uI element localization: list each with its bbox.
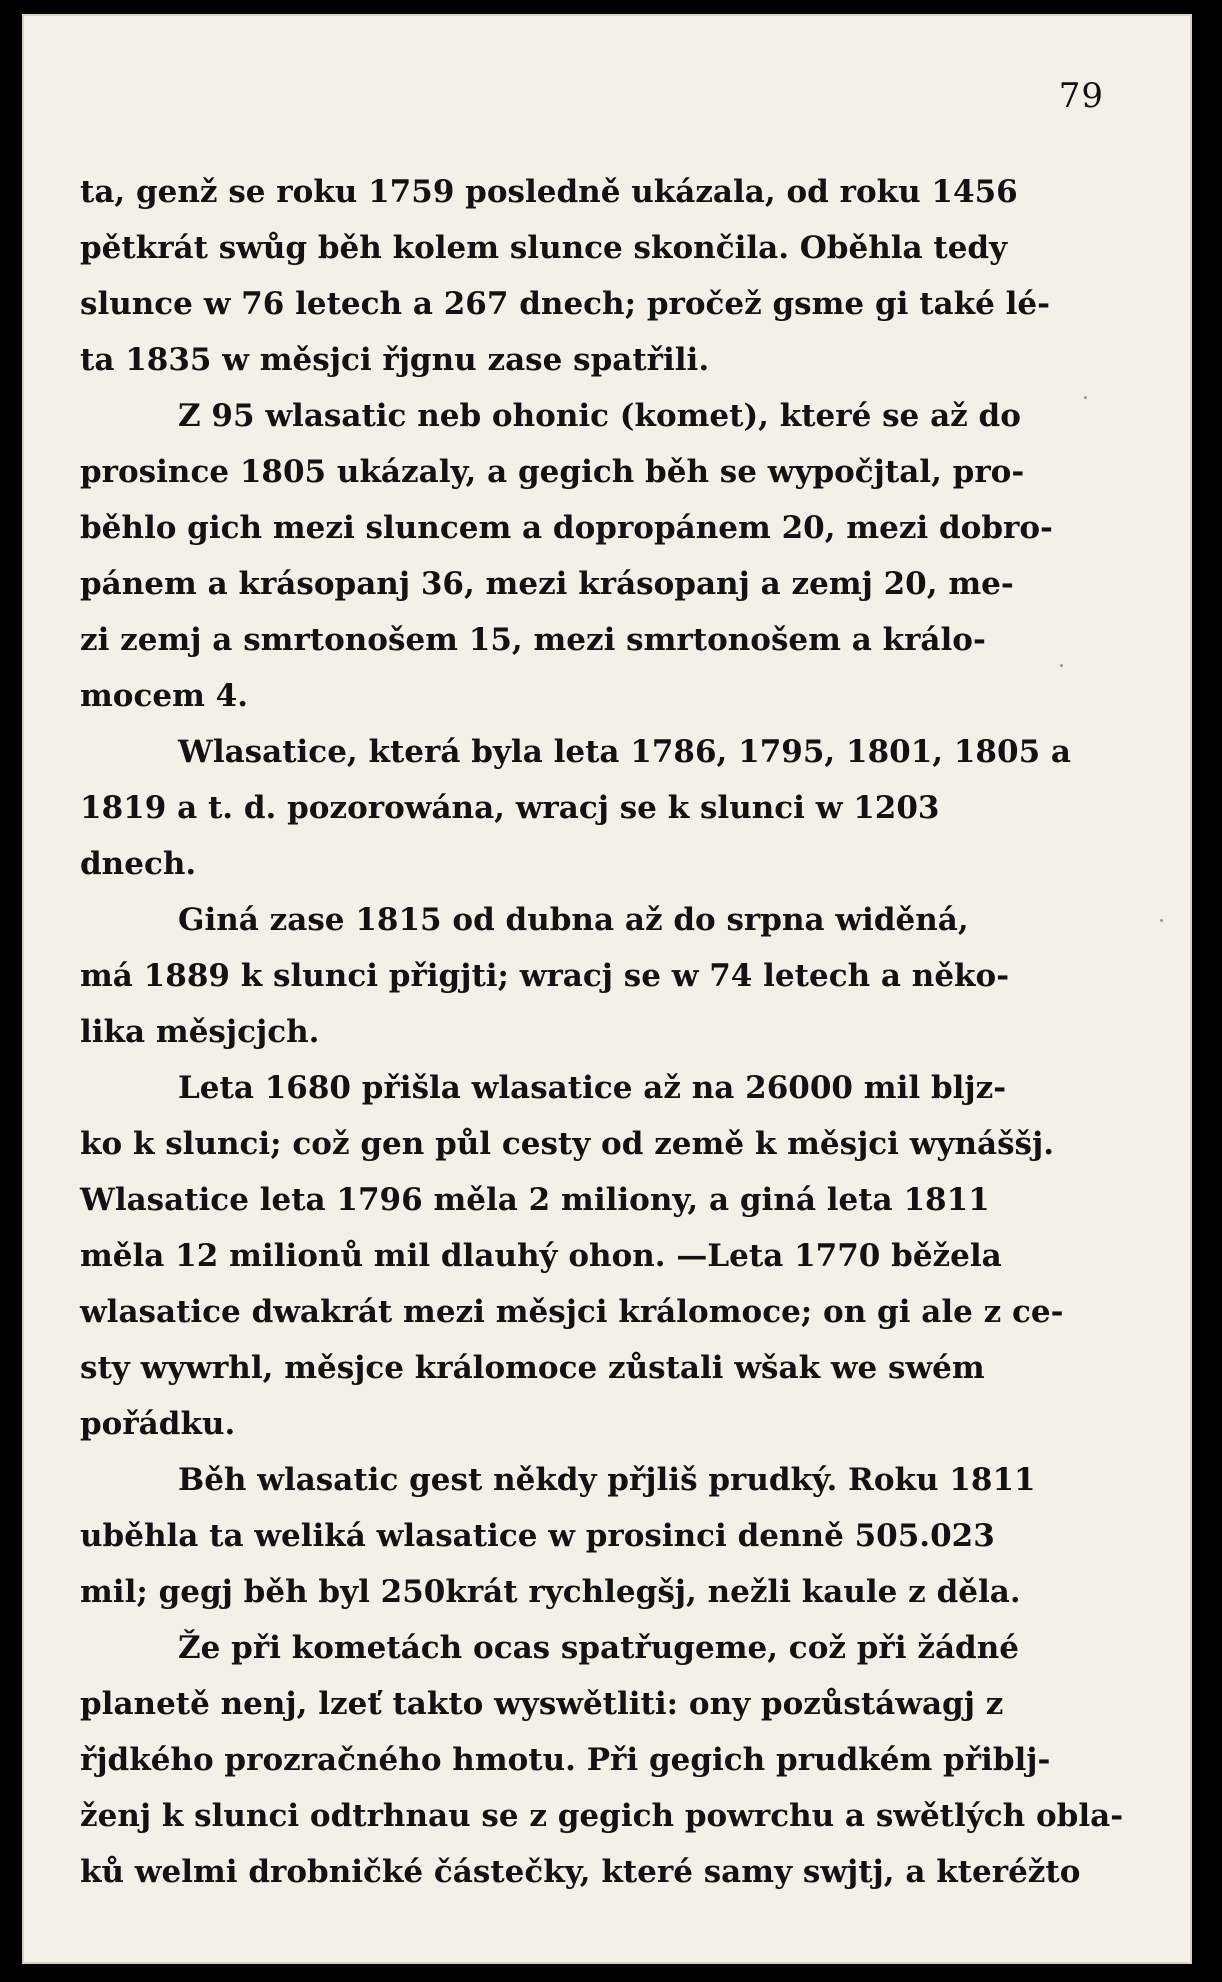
paragraph-start-line: Že při kometách ocas spatřugeme, což při žádné xyxy=(178,1630,1019,1666)
text-line: ženj k slunci odtrhnau se z gegich powrchu a swětlých obla- xyxy=(80,1798,1124,1834)
paragraph-start-line: Z 95 wlasatic neb ohonic (komet), které se až do xyxy=(178,398,1021,434)
text-line: má 1889 k slunci přigjti; wracj se w 74 letech a něko- xyxy=(80,958,1010,994)
paragraph-start-line: Leta 1680 přišla wlasatice až na 26000 mil blјz- xyxy=(178,1070,1007,1106)
text-line: Wlasatice leta 1796 měla 2 miliony, a giná leta 1811 xyxy=(80,1182,990,1218)
page-number: 79 xyxy=(1058,76,1104,116)
text-line: zi zemj a smrtonošem 15, mezi smrtonošem a králo- xyxy=(80,622,986,658)
paragraph-start-line: Běh wlasatic gest někdy přjliš prudký. Roku 1811 xyxy=(178,1462,1036,1498)
text-line: prosince 1805 ukázaly, a gegich běh se wypočjtal, pro- xyxy=(80,454,1025,490)
text-line: ko k slunci; což gen půl cesty od země k měsjci wynáššj. xyxy=(80,1126,1054,1162)
paper-speck xyxy=(1084,396,1087,399)
text-line: ků welmi drobničké částečky, které samy swjtj, a kteréžto xyxy=(80,1854,1081,1890)
text-line: mil; gegj běh byl 250krát rychlegšj, nežli kaule z děla. xyxy=(80,1574,1021,1610)
text-line: mocem 4. xyxy=(80,678,249,714)
text-line: měla 12 milionů mil dlauhý ohon. —Leta 1770 běžela xyxy=(80,1238,1002,1274)
text-line: pořádku. xyxy=(80,1406,236,1442)
paper-speck xyxy=(1060,664,1063,667)
text-line: lika měsjcjch. xyxy=(80,1014,320,1050)
paper-speck xyxy=(1160,919,1163,922)
text-line: dnech. xyxy=(80,846,197,882)
text-line: běhlo gich mezi sluncem a dopropánem 20, mezi dobro- xyxy=(80,510,1053,546)
text-line: pětkrát swůg běh kolem slunce skončila. Oběhla tedy xyxy=(80,230,1008,266)
book-page xyxy=(22,14,1192,1964)
text-line: řjdkého prozračného hmotu. Při gegich prudkém přiblj- xyxy=(80,1742,1051,1778)
text-line: 1819 a t. d. pozorowána, wracj se k slunci w 1203 xyxy=(80,790,940,826)
text-line: ta, genž se roku 1759 posledně ukázala, od roku 1456 xyxy=(80,174,1018,210)
paragraph-start-line: Giná zase 1815 od dubna až do srpna widěná, xyxy=(178,902,969,938)
text-line: pánem a krásopanj 36, mezi krásopanj a zemj 20, me- xyxy=(80,566,1014,602)
paragraph-start-line: Wlasatice, která byla leta 1786, 1795, 1801, 1805 a xyxy=(178,734,1072,770)
text-line: uběhla ta weliká wlasatice w prosinci denně 505.023 xyxy=(80,1518,995,1554)
text-line: wlasatice dwakrát mezi měsjci králomoce; on gi ale z ce- xyxy=(80,1294,1064,1330)
page-text xyxy=(80,164,1124,1900)
text-line: slunce w 76 letech a 267 dnech; pročež gsme gi také lé- xyxy=(80,286,1050,322)
text-line: ta 1835 w měsjci řjgnu zase spatřili. xyxy=(80,342,710,378)
text-line: planetě nenj, lzeť takto wyswětliti: ony pozůstáwagj z xyxy=(80,1686,1004,1722)
text-line: sty wywrhl, měsjce králomoce zůstali wšak we swém xyxy=(80,1350,985,1386)
